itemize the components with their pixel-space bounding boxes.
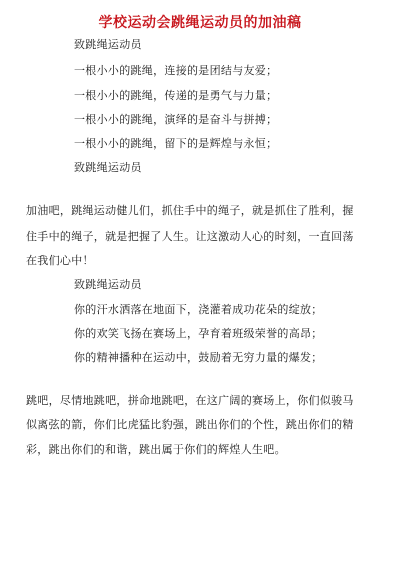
poem2-line-3: 你的精神播种在运动中，鼓励着无穷力量的爆发；	[74, 351, 323, 364]
para1-line-2: 住手中的绳子，就是把握了人生。让这激动人心的时刻，一直回荡	[26, 230, 354, 243]
poem1-greeting: 致跳绳运动员	[74, 38, 142, 51]
para2-line-2: 似离弦的箭，你们比虎猛比豹强，跳出你们的个性，跳出你们的精	[26, 418, 354, 431]
para1-line-3: 在我们心中！	[26, 254, 94, 267]
poem1-line-4: 一根小小的跳绳，留下的是辉煌与永恒；	[74, 137, 278, 150]
document-title: 学校运动会跳绳运动员的加油稿	[98, 15, 302, 31]
para1-line-1: 加油吧，跳绳运动健儿们，抓住手中的绳子，就是抓住了胜利，握	[26, 204, 354, 217]
poem1-closing: 致跳绳运动员	[74, 161, 142, 174]
para2-line-3: 彩，跳出你们的和谐，跳出属于你们的辉煌人生吧。	[26, 443, 286, 456]
poem2-line-1: 你的汗水洒落在地面下，浇灌着成功花朵的绽放；	[74, 303, 323, 316]
poem1-line-3: 一根小小的跳绳，演绎的是奋斗与拼搏；	[74, 113, 278, 126]
poem2-greeting: 致跳绳运动员	[74, 278, 142, 291]
para2-line-1: 跳吧，尽情地跳吧，拼命地跳吧，在这广阔的赛场上，你们似骏马	[26, 394, 354, 407]
poem2-line-2: 你的欢笑飞扬在赛场上，孕育着班级荣誉的高昂；	[74, 327, 323, 340]
poem1-line-2: 一根小小的跳绳，传递的是勇气与力量；	[74, 89, 278, 102]
poem1-line-1: 一根小小的跳绳，连接的是团结与友爱；	[74, 64, 278, 77]
